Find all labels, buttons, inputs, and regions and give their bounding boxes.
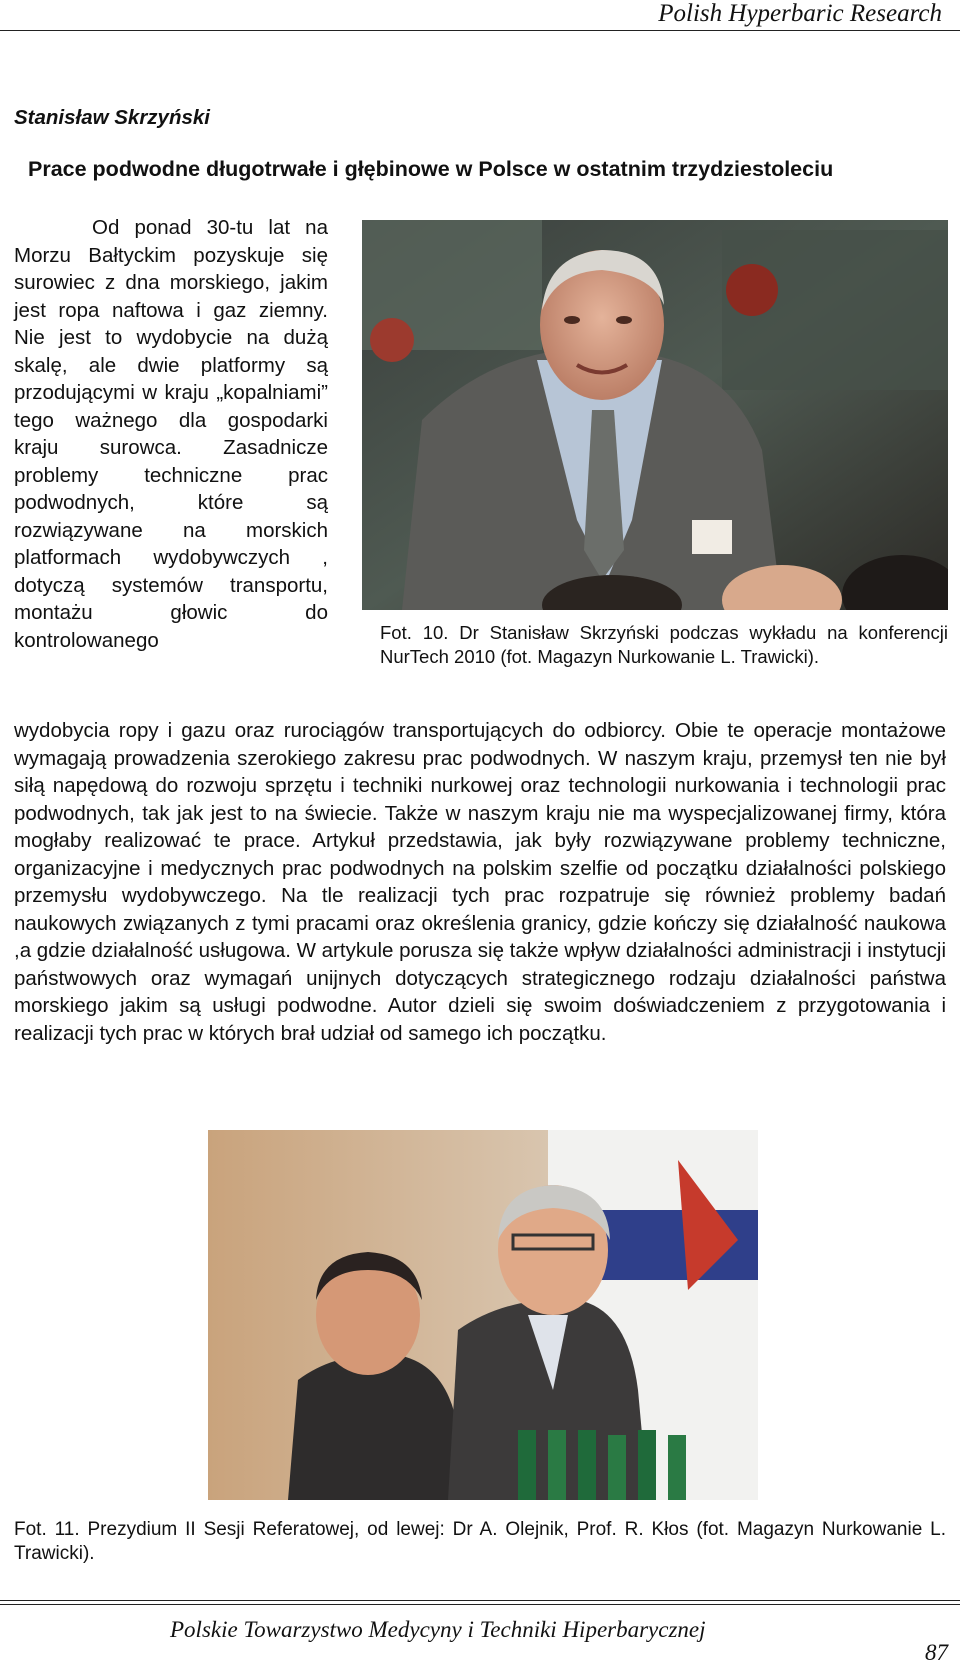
- photo-speaker: [362, 220, 948, 610]
- header-rule: [0, 30, 960, 31]
- footer-rule: [0, 1600, 960, 1601]
- figure-11-caption: Fot. 11. Prezydium II Sesji Referatowej, od lewej: Dr A. Olejnik, Prof. R. Kłos (fot. Magazyn Nurkowanie L. Trawicki).: [14, 1519, 946, 1564]
- article-body-text: wydobycia ropy i gazu oraz rurociągów transportujących do odbiorcy. Obie te operacje montażowe wymagają prowadzenia szerokiego zakresu prac podwodnych. W naszym kraju, przemysł ten nie był siłą napędową do rozwoju sprzętu i techniki nurkowej oraz technologii nurkowania i technologii prac podwodnych, tak jak jest to na świecie. Także w naszym kraju nie ma wyspecjalizowanej firmy, która mogłaby realizować te prace. Artykuł przedstawia, jak były rozwiązywane problemy techniczne, organizacyjne i medycznych prac podwodnych na polskim szelfie od początku działalności polskiego przemysłu wydobywczego. Na tle realizacji tych prac rozpatruje się również problemy badań naukowych związanych z tymi pracami oraz określenia granicy, gdzie kończy się działalność naukowa ,a gdzie działalność usługowa. W artykule porusza się także wpływ działalności administracji i instytucji państwowych oraz wymagań unijnych dotyczących strategicznego rodzaju działalności państwa morskiego jakim są usługi podwodne. Autor dzieli się swoim doświadczeniem z przygotowania i realizacji tych prac w których brał udział od samego ich początku.: [14, 719, 947, 1045]
- page-number: 87: [925, 1640, 948, 1665]
- figure-10-caption: Fot. 10. Dr Stanisław Skrzyński podczas wykładu na konferencji NurTech 2010 (fot. Magazyn Nurkowanie L. Trawicki).: [380, 622, 948, 667]
- footer-rule-double: [0, 1604, 960, 1605]
- footer-society: Polskie Towarzystwo Medycyny i Techniki Hiperbarycznej: [170, 1617, 706, 1642]
- article-title: Prace podwodne długotrwałe i głębinowe w Polsce w ostatnim trzydziestoleciu: [28, 157, 834, 181]
- abstract-column-text: Od ponad 30-tu lat na Morzu Bałtyckim pozyskuje się surowiec z dna morskiego, jakim jest ropa naftowa i gaz ziemny. Nie jest to wydobycie na dużą skalę, ale dwie platformy są przodującymi w kraju „kopalniami” tego ważnego dla gospodarki kraju surowca. Zasadnicze problemy techniczne prac podwodnych, które są rozwiązywane na morskich platformach wydobywczych , dotyczą systemów transportu, montażu głowic do kontrolowanego: [14, 216, 328, 652]
- article-author: Stanisław Skrzyński: [14, 106, 210, 129]
- running-head: Polish Hyperbaric Research: [658, 0, 942, 27]
- photo-presidium: [208, 1130, 758, 1500]
